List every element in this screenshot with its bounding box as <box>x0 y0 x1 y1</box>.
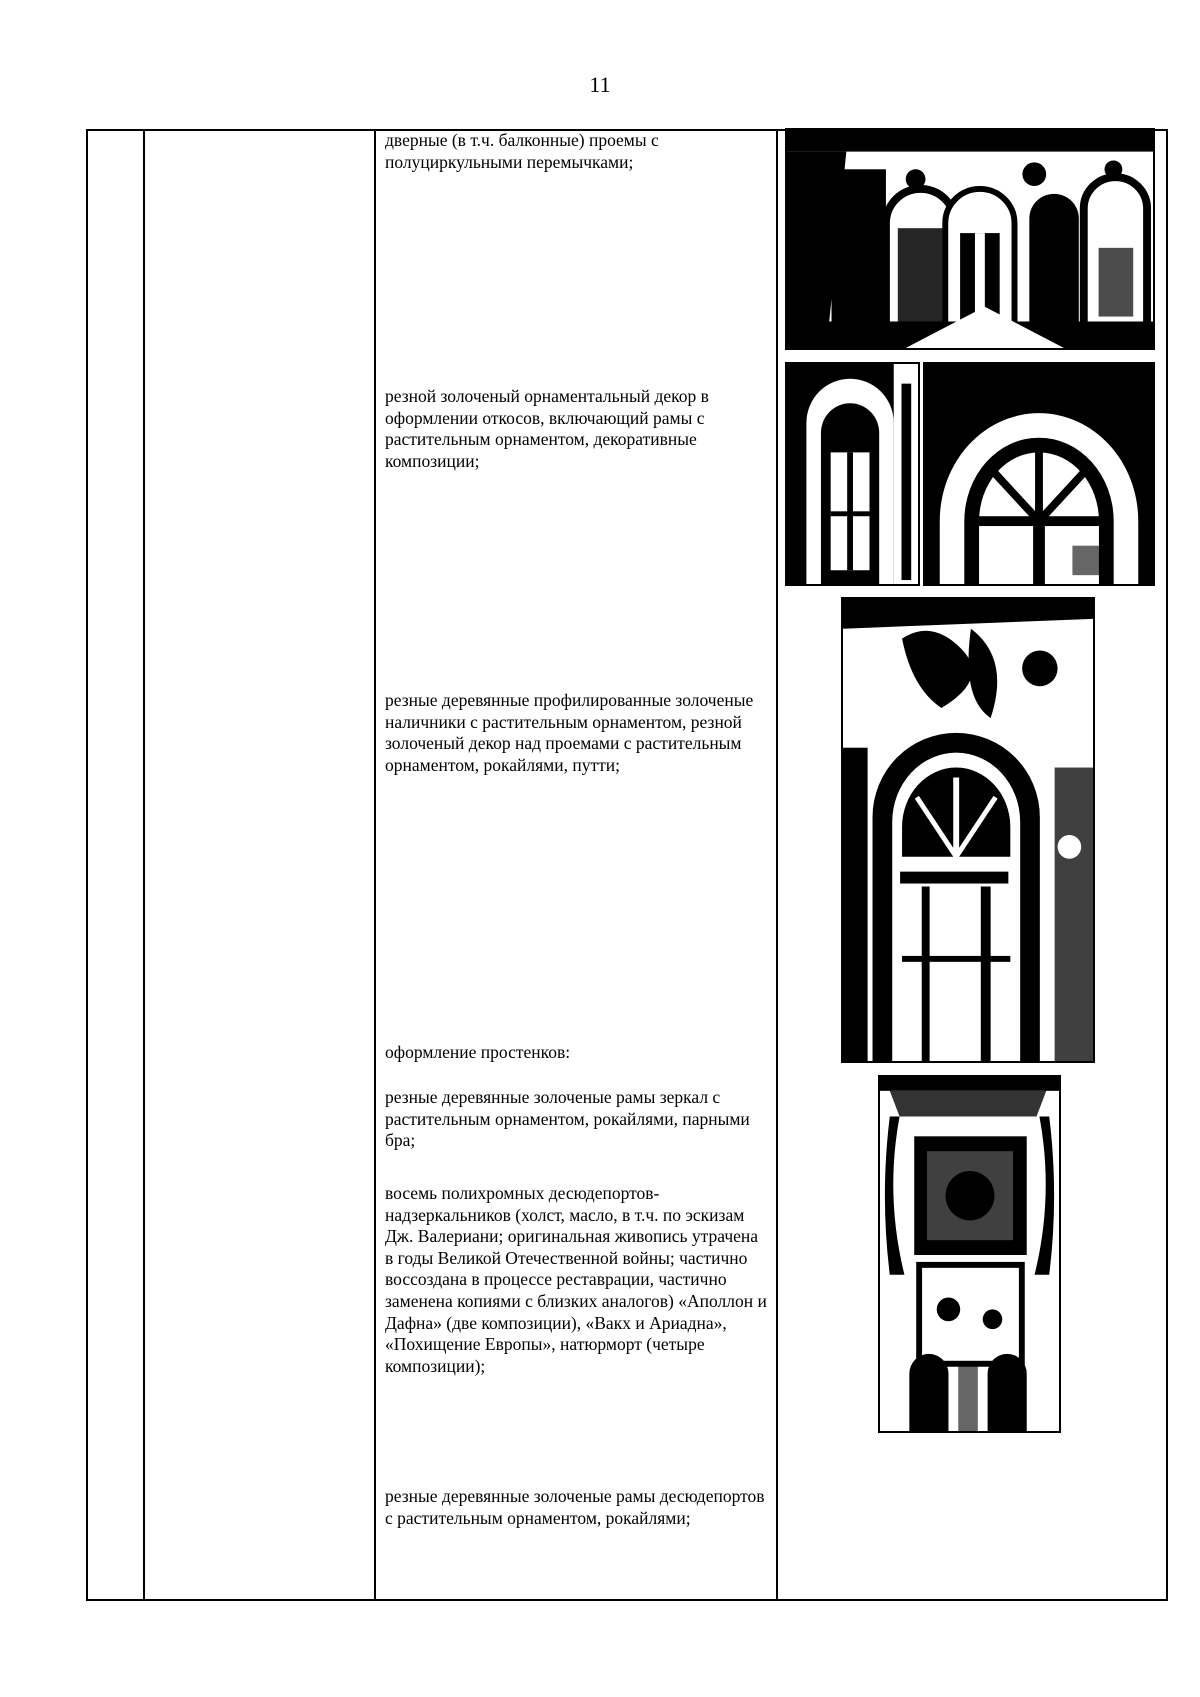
table-col-border <box>1166 130 1168 1601</box>
item-carved-casings: резные деревянные профилированные золоченые наличники с растительным орнаментом, резной золоченый декор над проемами с растительным орнаментом, рокайлями, путти; <box>385 690 754 775</box>
photo-fanlight-window <box>923 362 1155 586</box>
table-col-border <box>143 130 145 1601</box>
page-number: 11 <box>589 72 611 97</box>
photo-arched-window-reveal <box>785 362 920 586</box>
item-door-openings: дверные (в т.ч. балконные) проемы с полуциркульными перемычками; <box>385 130 659 172</box>
item-carved-reveal-decor: резной золоченый орнаментальный декор в оформлении откосов, включающий рамы с растительным орнаментом, декоративные композиции; <box>385 386 709 471</box>
table-col-border <box>86 130 88 1601</box>
photo-pier-mirror-overdoor <box>878 1075 1061 1433</box>
item-overdoor-frames: резные деревянные золоченые рамы десюдепортов с растительным орнаментом, рокайлями; <box>385 1486 765 1528</box>
table-col-border <box>374 130 376 1601</box>
item-mirror-frames: резные деревянные золоченые рамы зеркал с растительным орнаментом, рокайлями, парными бра; <box>385 1087 750 1151</box>
photo-carved-casing-doorway <box>841 597 1095 1063</box>
table-bottom-border <box>86 1599 1168 1601</box>
photo-interior-arched-doors <box>785 128 1155 350</box>
table-col-border <box>776 130 778 1601</box>
item-pier-decoration: оформление простенков: <box>385 1042 571 1062</box>
item-overdoor-paintings: восемь полихромных десюдепортов-надзеркальников (холст, масло, в т.ч. по эскизам Дж. Валериани; оригинальная живопись утрачена в годы Великой Отечественной войны; частично воссоздана в процессе реставрации, частично заменена копиями с близких аналогов) «Аполлон и Дафна» (две композиции), «Вакх и Ариадна», «Похищение Европы», натюрморт (четыре композиции); <box>385 1183 767 1376</box>
